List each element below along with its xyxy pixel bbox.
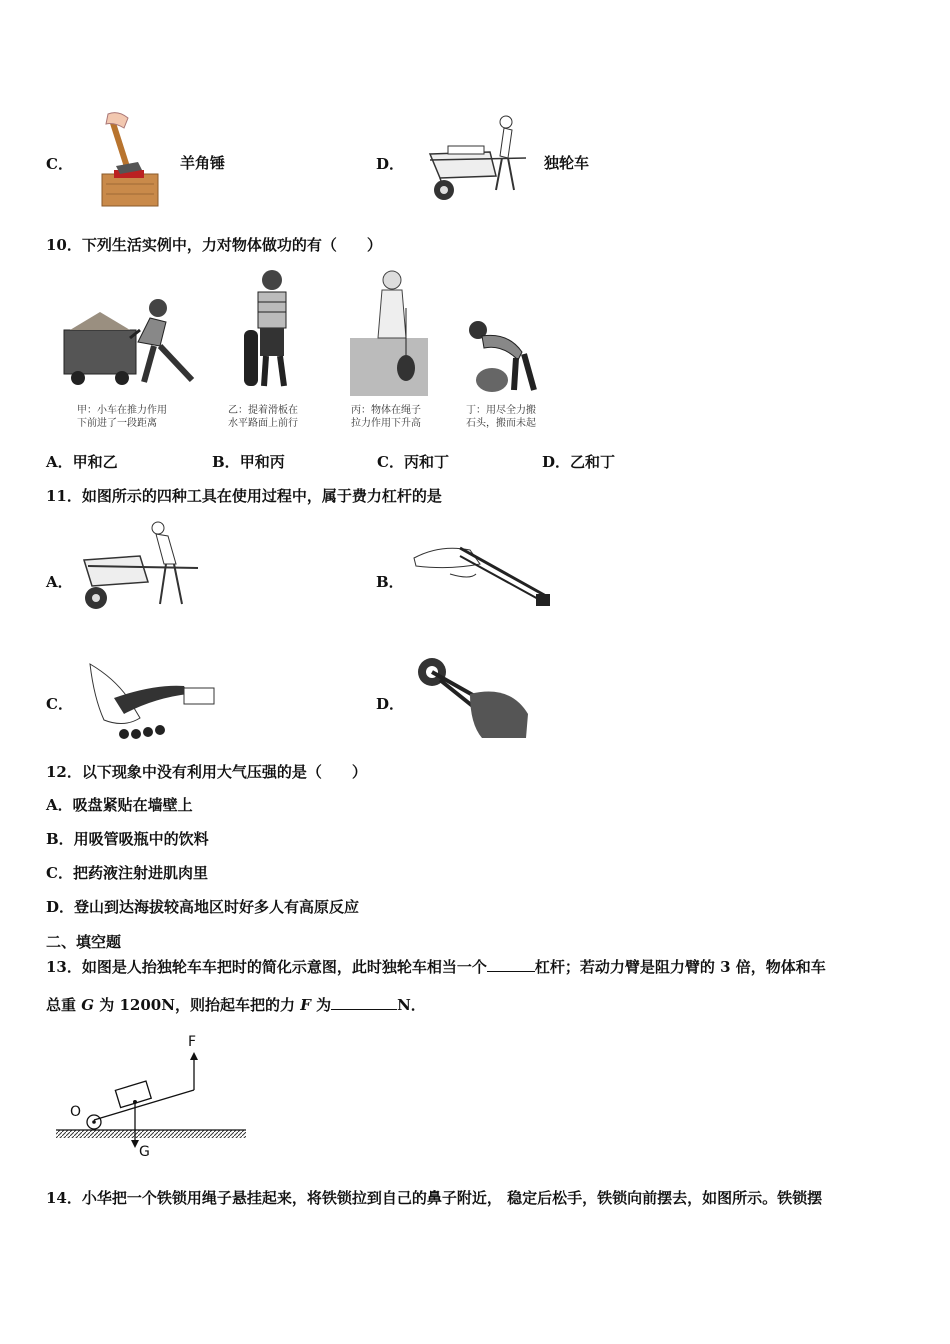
q9-option-d-text: 独轮车 [544,154,590,172]
q10-option-d[interactable]: D．乙和丁 [542,453,616,471]
q12-stem: 12．以下现象中没有利用大气压强的是（ ） [46,763,367,781]
q10-caption-bing-line2: 拉力作用下升高 [351,418,421,429]
q10-image-ding-lifting-stone [458,318,544,394]
q10-caption-yi-line1: 乙：提着滑板在 [228,405,298,416]
q13-diagram-label-o: O [70,1104,82,1120]
q11-image-a-wheelbarrow [80,520,204,612]
q10-image-jia-pushing-cart [60,290,210,390]
q12-option-a[interactable]: A．吸盘紧贴在墙壁上 [46,796,193,814]
q10-image-bing-pulling-rope [348,268,434,398]
q11-label-d[interactable]: D． [376,695,405,713]
ground-hatch [56,1130,246,1138]
q10-option-a[interactable]: A．甲和乙 [46,453,118,471]
q13-line1: 13．如图是人抬独轮车车把时的简化示意图，此时独轮车相当一个 杠杆；若动力臂是阻力臂的 3 倍，物体和车 [46,958,826,976]
q10-caption-yi-line2: 水平路面上前行 [228,418,298,429]
q10-option-b[interactable]: B．甲和丙 [212,453,285,471]
q9-option-c-text: 羊角锤 [180,154,226,172]
q13-blank-1[interactable] [487,957,535,972]
q10-caption-jia-line2: 下前进了一段距离 [77,418,157,429]
force-f-arrowhead [190,1052,198,1060]
q13-lever-diagram [54,1032,250,1168]
force-g-arrowhead [131,1140,139,1148]
section-title-fill-blank: 二、填空题 [46,933,122,951]
q14-stem: 14．小华把一个铁锁用绳子悬挂起来，将铁锁拉到自己的鼻子附近， 稳定后松手，铁锁向前摆去，如图所示。铁锁摆 [46,1189,823,1207]
q12-option-c[interactable]: C．把药液注射进肌肉里 [46,864,208,882]
q12-option-b[interactable]: B．用吸管吸瓶中的饮料 [46,830,209,848]
q10-caption-jia-line1: 甲：小车在推力作用 [77,405,167,416]
q10-caption-bing-line1: 丙：物体在绳子 [351,405,421,416]
load-box [115,1081,151,1108]
q11-stem: 11．如图所示的四种工具在使用过程中，属于费力杠杆的是 [46,487,442,505]
q13-diagram-label-f: F [188,1034,197,1050]
q9-option-d-letter: D． [376,155,405,173]
q13-blank-2[interactable] [331,995,397,1010]
q11-image-b-tweezers-tool [410,540,556,610]
q10-image-yi-carrying-skateboard [240,266,300,392]
q10-option-c[interactable]: C．丙和丁 [377,453,449,471]
q11-label-b[interactable]: B． [376,573,404,591]
wheel-axle [92,1120,96,1124]
q10-caption-ding-line1: 丁：用尽全力搬 [466,405,536,416]
q11-image-d-nutcracker [410,654,530,740]
q11-image-c-pliers [84,658,218,742]
q12-option-d[interactable]: D．登山到达海拔较高地区时好多人有高原反应 [46,898,360,916]
q13-line2: 总重 G 为 1200N，则抬起车把的力 F 为 N． [46,996,426,1014]
q11-label-c[interactable]: C． [46,695,73,713]
q11-label-a[interactable]: A． [46,573,73,591]
q10-stem: 10．下列生活实例中，力对物体做功的有（ ） [46,236,382,254]
claw-hammer-image [98,110,162,208]
q13-diagram-label-g: G [139,1144,150,1160]
q10-caption-ding-line2: 石头，搬而未起 [466,418,536,429]
q9-option-c-letter: C． [46,155,73,173]
wheelbarrow-image [426,112,538,204]
